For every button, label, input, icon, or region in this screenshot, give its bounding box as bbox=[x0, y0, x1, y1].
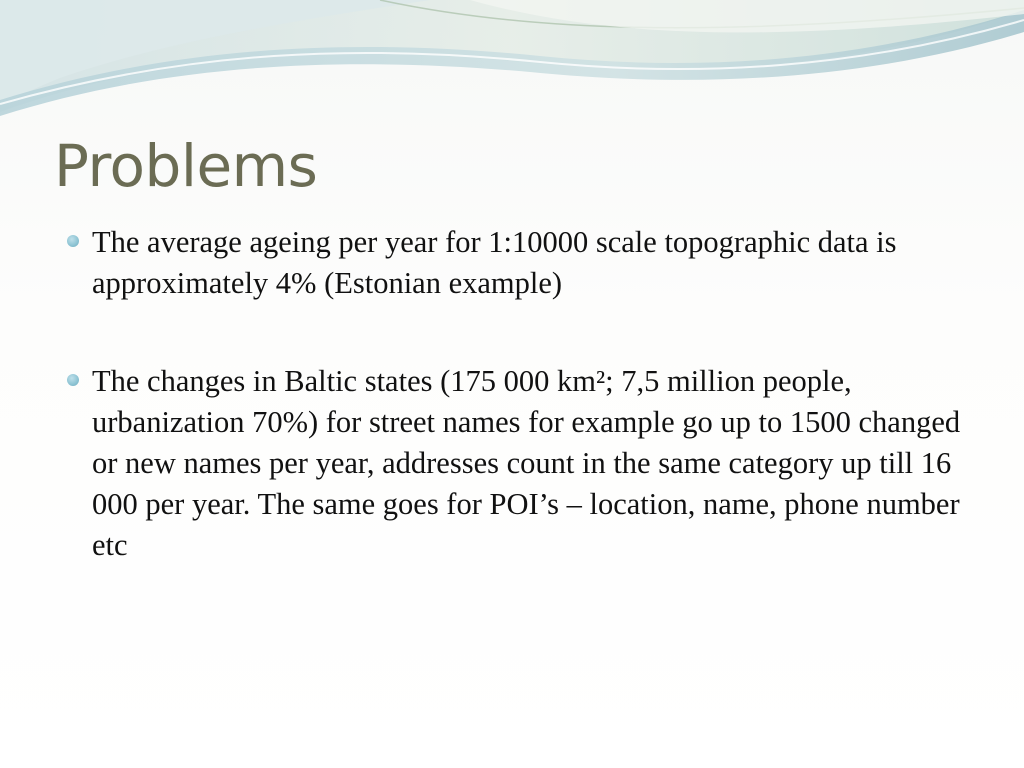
header-wave-decoration bbox=[0, 0, 1024, 130]
bullet-text: The changes in Baltic states (175 000 km²; 7,5 million people, urbanization 70%) for street names for example go up to 1500 changed or new names per year, addresses count in the same category up till 16 000 per year. The same goes for POI’s – location, name, phone number etc bbox=[92, 364, 961, 562]
bullet-dot-icon bbox=[67, 235, 79, 247]
bullet-item-baltic-changes bbox=[66, 361, 966, 566]
slide-title: Problems bbox=[54, 132, 318, 200]
bullet-list bbox=[66, 222, 966, 566]
bullet-item-ageing bbox=[66, 222, 966, 304]
bullet-text: The average ageing per year for 1:10000 scale topographic data is approximately 4% (Estonian example) bbox=[92, 225, 897, 300]
bullet-dot-icon bbox=[67, 374, 79, 386]
